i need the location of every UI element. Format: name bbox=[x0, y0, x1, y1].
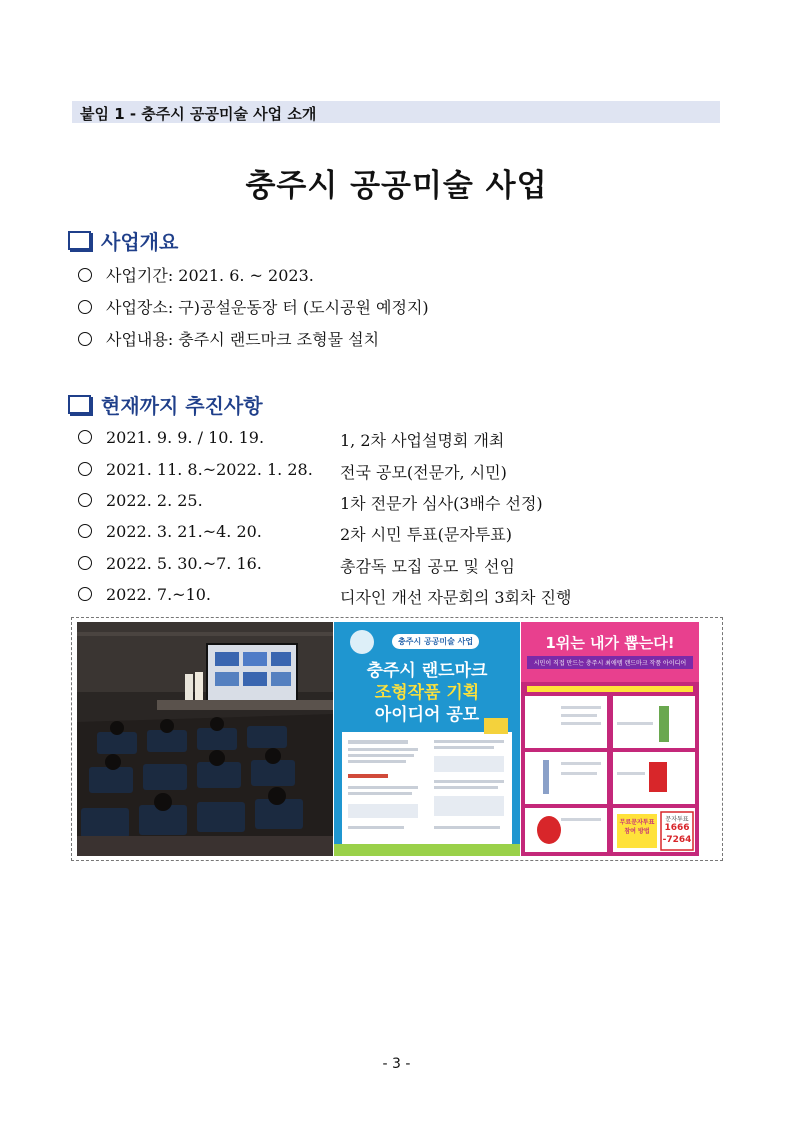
progress-date: 2022. 3. 21.~4. 20. bbox=[106, 522, 262, 541]
vote-subtitle: 시민이 직접 만드는 충주시 최애템 랜드마크 작품 아이디어 bbox=[527, 656, 693, 669]
poster-title-line2: 조형작품 기획 bbox=[374, 683, 480, 703]
briefing-session-photo bbox=[77, 622, 333, 856]
square-bullet-icon bbox=[68, 395, 91, 414]
progress-desc: 전국 공모(전문가, 시민) bbox=[340, 463, 507, 482]
auditorium-image bbox=[77, 622, 333, 856]
square-bullet-icon bbox=[68, 231, 91, 250]
section-heading-progress bbox=[68, 390, 263, 419]
vote-phone-a: 1666 bbox=[664, 823, 690, 833]
contest-poster bbox=[334, 622, 520, 856]
progress-item bbox=[78, 491, 543, 513]
vote-phone-label: 문자투표 bbox=[665, 816, 689, 823]
circle-bullet-icon bbox=[78, 430, 92, 444]
progress-date: 2022. 7.~10. bbox=[106, 585, 212, 604]
vote-phone-b: -7264 bbox=[662, 835, 692, 845]
circle-bullet-icon bbox=[78, 493, 92, 507]
progress-item bbox=[78, 554, 515, 576]
overview-item bbox=[78, 263, 314, 286]
progress-desc: 2차 시민 투표(문자투표) bbox=[340, 525, 512, 544]
poster-info-lines bbox=[342, 734, 512, 842]
progress-date: 2021. 9. 9. / 10. 19. bbox=[106, 428, 265, 447]
circle-bullet-icon bbox=[78, 556, 92, 570]
progress-date: 2022. 2. 25. bbox=[106, 491, 203, 510]
overview-item-text: 사업내용: 충주시 랜드마크 조형물 설치 bbox=[106, 330, 380, 349]
vote-poster bbox=[521, 622, 699, 856]
progress-desc: 1차 전문가 심사(3배수 선정) bbox=[340, 494, 543, 513]
progress-item bbox=[78, 522, 512, 544]
attachment-banner bbox=[72, 101, 720, 123]
circle-bullet-icon bbox=[78, 300, 92, 314]
circle-bullet-icon bbox=[78, 332, 92, 346]
poster-title-line3: 아이디어 공모 bbox=[374, 705, 480, 725]
poster-title-line1: 충주시 랜드마크 bbox=[366, 661, 488, 681]
page-number: - 3 - bbox=[382, 1056, 411, 1072]
progress-desc: 디자인 개선 자문회의 3회차 진행 bbox=[340, 588, 572, 607]
overview-item-text: 사업기간: 2021. 6. ~ 2023. bbox=[106, 266, 314, 285]
progress-date: 2021. 11. 8.~2022. 1. 28. bbox=[106, 460, 313, 479]
attachment-banner-text: 붙임 1 - 충주시 공공미술 사업 소개 bbox=[80, 105, 317, 123]
overview-item bbox=[78, 295, 429, 318]
progress-item bbox=[78, 460, 507, 482]
vote-method-label: 무료문자투표 참여 방법 bbox=[619, 819, 655, 835]
page-title: 충주시 공공미술 사업 bbox=[245, 168, 548, 204]
photo-strip bbox=[71, 617, 723, 861]
circle-bullet-icon bbox=[78, 524, 92, 538]
section-heading-text: 사업개요 bbox=[101, 230, 179, 254]
progress-date: 2022. 5. 30.~7. 16. bbox=[106, 554, 262, 573]
overview-item-text: 사업장소: 구)공설운동장 터 (도시공원 예정지) bbox=[106, 298, 429, 317]
vote-headline: 1위는 내가 뽑는다! bbox=[545, 634, 675, 652]
circle-bullet-icon bbox=[78, 268, 92, 282]
circle-bullet-icon bbox=[78, 462, 92, 476]
progress-item bbox=[78, 585, 572, 607]
section-heading-text: 현재까지 추진사항 bbox=[101, 394, 263, 418]
progress-item bbox=[78, 428, 505, 450]
overview-item bbox=[78, 327, 379, 350]
poster-badge: 충주시 공공미술 사업 bbox=[392, 634, 479, 649]
progress-desc: 총감독 모집 공모 및 선임 bbox=[340, 557, 515, 576]
circle-bullet-icon bbox=[78, 587, 92, 601]
progress-desc: 1, 2차 사업설명회 개최 bbox=[340, 431, 505, 450]
section-heading-overview bbox=[68, 226, 178, 255]
